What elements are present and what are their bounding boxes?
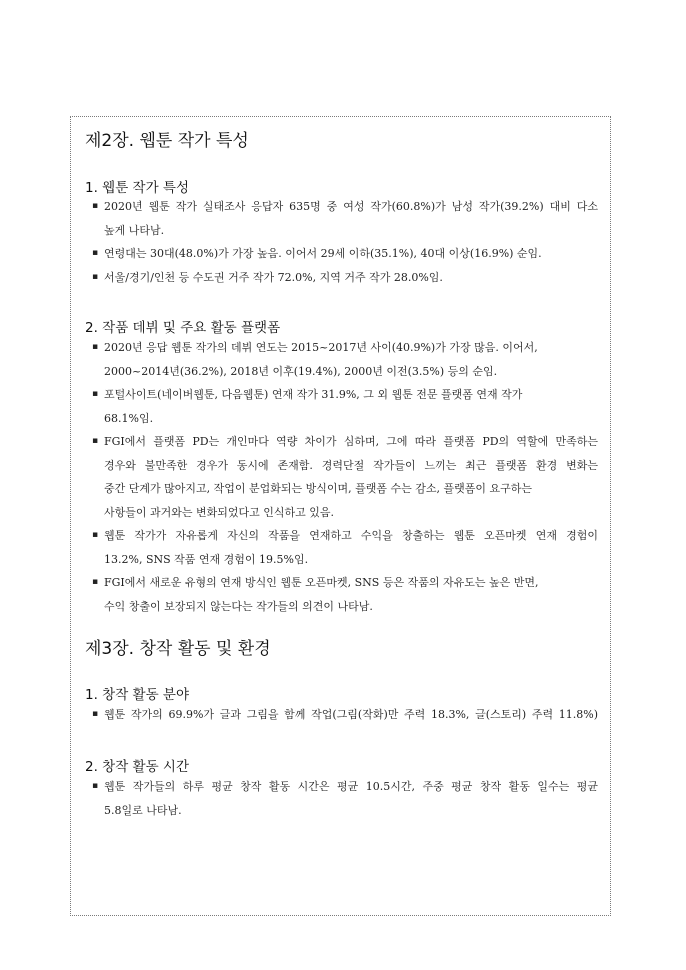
bullet-line: 수익 창출이 보장되지 않는다는 작가들의 의견이 나타남. (104, 599, 373, 613)
bullet-mark: ▪ (92, 248, 99, 258)
bullet-item (92, 703, 598, 727)
bullet-line: 5.8일로 나타남. (104, 803, 182, 817)
section-heading: 2. 창작 활동 시간 (85, 759, 189, 775)
bullet-mark: ▪ (92, 342, 99, 352)
bullet-line: FGI에서 플랫폼 PD는 개인마다 역량 차이가 심하며, 그에 따라 플랫폼 PD의 역할에 만족하는 (104, 435, 598, 448)
bullet-mark: ▪ (92, 201, 99, 211)
bullet-line: 13.2%, SNS 작품 연재 경험이 19.5%임. (104, 552, 309, 566)
bullet-line: 서울/경기/인천 등 수도권 거주 작가 72.0%, 지역 거주 작가 28.0%임. (104, 270, 443, 284)
section-heading: 1. 창작 활동 분야 (85, 687, 189, 703)
bullet-mark: ▪ (92, 781, 99, 791)
bullet-list (92, 775, 598, 822)
bullet-item (92, 430, 598, 524)
bullet-line: 사항들이 과거와는 변화되었다고 인식하고 있음. (104, 505, 335, 519)
bullet-item (92, 195, 598, 242)
bullet-item (92, 242, 598, 266)
chapter-3-title: 제3장. 창작 활동 및 환경 (85, 639, 271, 659)
bullet-mark: ▪ (92, 530, 99, 540)
bullet-mark: ▪ (92, 709, 99, 719)
bullet-line: 경우와 불만족한 경우가 동시에 존재함. 경력단절 작가들이 느끼는 최근 플랫폼 환경 변화는 (104, 458, 598, 472)
bullet-mark: ▪ (92, 271, 99, 282)
bullet-item (92, 266, 598, 290)
section-heading: 2. 작품 데뷔 및 주요 활동 플랫폼 (85, 320, 281, 336)
bullet-line: 웹툰 작가의 69.9%가 글과 그림을 함께 작업(그림(작화)만 주력 18.3%, 글(스토리) 주력 11.8%) (104, 708, 598, 721)
bullet-line: 2020년 응답 웹툰 작가의 데뷔 연도는 2015~2017년 사이(40.9%)가 가장 많음. 이어서, (104, 341, 538, 354)
bullet-line: 웹툰 작가들의 하루 평균 창작 활동 시간은 평균 10.5시간, 주중 평균 창작 활동 일수는 평균 (104, 780, 598, 793)
bullet-line: 68.1%임. (104, 411, 154, 425)
bullet-list (92, 195, 598, 289)
bullet-line: 중간 단계가 많아지고, 작업이 분업화되는 방식이며, 플랫폼 수는 감소, 플랫폼이 요구하는 (104, 482, 532, 495)
bullet-mark: ▪ (92, 436, 99, 446)
bullet-mark: ▪ (92, 577, 99, 587)
bullet-list (92, 703, 598, 727)
bullet-line: 높게 나타남. (104, 223, 165, 237)
bullet-line: 포털사이트(네이버웹툰, 다음웹툰) 연재 작가 31.9%, 그 외 웹툰 전문 플랫폼 연재 작가 (104, 388, 523, 401)
bullet-line: 연령대는 30대(48.0%)가 가장 높음. 이어서 29세 이하(35.1%), 40대 이상(16.9%) 순임. (104, 247, 542, 260)
bullet-line: 2000~2014년(36.2%), 2018년 이후(19.4%), 2000년 이전(3.5%) 등의 순임. (104, 364, 498, 378)
bullet-item (92, 571, 598, 618)
bullet-mark: ▪ (92, 389, 99, 399)
section-heading: 1. 웹툰 작가 특성 (85, 180, 189, 196)
bullet-list (92, 336, 598, 618)
bullet-item (92, 336, 598, 383)
bullet-line: FGI에서 새로운 유형의 연재 방식인 웹툰 오픈마켓, SNS 등은 작품의 자유도는 높은 반면, (104, 576, 539, 589)
bullet-line: 2020년 웹툰 작가 실태조사 응답자 635명 중 여성 작가(60.8%)가 남성 작가(39.2%) 대비 다소 (104, 200, 598, 213)
bullet-line: 웹툰 작가가 자유롭게 자신의 작품을 연재하고 수익을 창출하는 웹툰 오픈마켓 연재 경험이 (104, 529, 598, 542)
bullet-item (92, 383, 598, 430)
bullet-item (92, 775, 598, 822)
bullet-item (92, 524, 598, 571)
chapter-2-title: 제2장. 웹툰 작가 특성 (85, 131, 249, 151)
